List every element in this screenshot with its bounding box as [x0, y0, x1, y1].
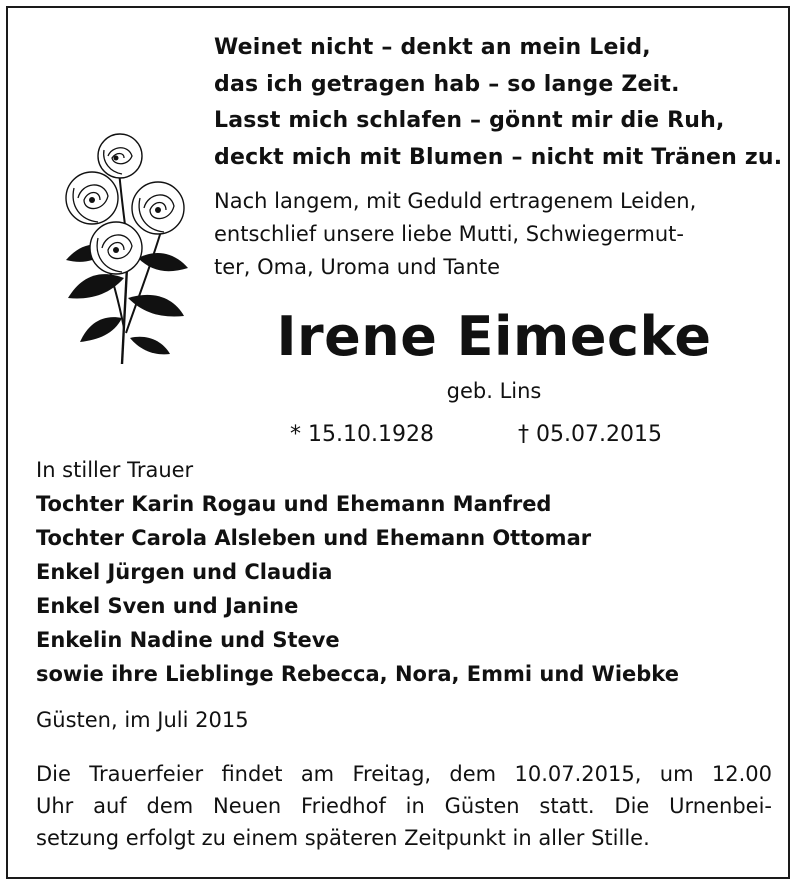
roses-icon	[58, 128, 194, 368]
poem-line: das ich getragen hab – so lange Zeit.	[214, 71, 680, 97]
birth-name: geb. Lins	[446, 379, 542, 403]
mourner-entry: Enkel Jürgen und Claudia	[36, 560, 333, 584]
intro-line: Nach langem, mit Geduld ertragenem Leiden,	[214, 189, 697, 213]
deceased-name: Irene Eimecke	[276, 305, 712, 368]
intro-text	[214, 185, 774, 284]
birth-date: * 15.10.1928	[290, 422, 434, 447]
intro-line: ter, Oma, Uroma und Tante	[214, 255, 501, 279]
poem-line: Lasst mich schlafen – gönnt mir die Ruh,	[214, 108, 725, 133]
mourner-entry: Tochter Karin Rogau und Ehemann Manfred	[36, 492, 552, 516]
mourners-lead: In stiller Trauer	[36, 458, 194, 482]
funeral-info	[36, 758, 772, 854]
place-date: Güsten, im Juli 2015	[36, 708, 249, 732]
poem	[214, 30, 783, 176]
mourner-entry: sowie ihre Lieblinge Rebecca, Nora, Emmi und Wiebke	[36, 662, 679, 686]
funeral-line: setzung erfolgt zu einem späteren Zeitpunkt in aller Stille.	[36, 826, 650, 850]
death-date: † 05.07.2015	[518, 422, 662, 447]
poem-line: deckt mich mit Blumen – nicht mit Tränen zu.	[214, 144, 783, 170]
mourner-entry: Enkelin Nadine und Steve	[36, 628, 340, 652]
life-dates	[290, 419, 710, 451]
mourner-entry: Tochter Carola Alsleben und Ehemann Ottomar	[36, 526, 592, 550]
mourner-entry: Enkel Sven und Janine	[36, 594, 299, 618]
funeral-line: Uhr auf dem Neuen Friedhof in Güsten statt. Die Urnenbei-	[36, 794, 772, 818]
mourners-list	[36, 453, 776, 691]
poem-line: Weinet nicht – denkt an mein Leid,	[214, 35, 651, 60]
intro-line: entschlief unsere liebe Mutti, Schwiegermut-	[214, 222, 684, 246]
funeral-line: Die Trauerfeier findet am Freitag, dem 10.07.2015, um 12.00	[36, 762, 772, 786]
